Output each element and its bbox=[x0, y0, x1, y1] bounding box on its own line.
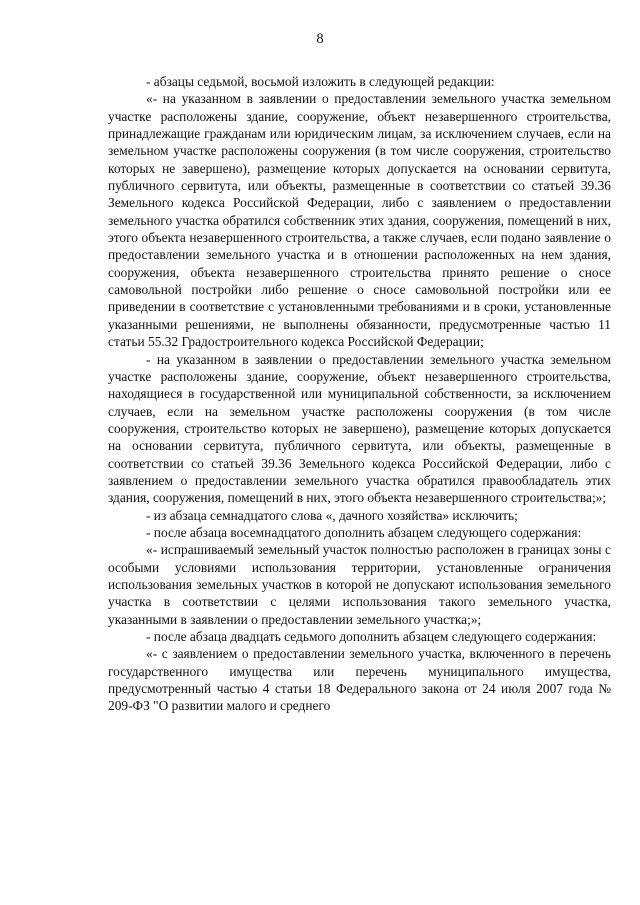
paragraph: - на указанном в заявлении о предоставлении земельного участка земельном участке расположены здание, сооружение, объект незавершенного строительства, находящиеся в государственной или муниципальной собственности, за исключением случаев, если на земельном участке расположены сооружения (в том числе сооружения, строительство которых не завершено), размещение которых допускается на основании сервитута, публичного сервитута, или объекты, размещенные в соответствии со статьей 39.36 Земельного кодекса Российской Федерации, либо с заявлением о предоставлении земельного участка обратился правообладатель этих здания, сооружения, помещений в них, этого объекта незавершенного строительства;»; bbox=[108, 351, 611, 506]
paragraph: «- испрашиваемый земельный участок полностью расположен в границах зоны с особыми условиями использования территории, установленные ограничения использования земельных участков в которой не допускают использования земельного участка в соответствии с целями использования такого земельного участка, указанными в заявлении о предоставлении земельного участка;»; bbox=[108, 542, 611, 627]
paragraph: - после абзаца двадцать седьмого дополнить абзацем следующего содержания: bbox=[146, 629, 597, 644]
paragraph: - абзацы седьмой, восьмой изложить в следующей редакции: bbox=[146, 74, 495, 89]
paragraph: - после абзаца восемнадцатого дополнить абзацем следующего содержания: bbox=[146, 524, 582, 540]
paragraph: «- с заявлением о предоставлении земельного участка, включенного в перечень государственного имущества или перечень муниципального имущества, предусмотренный частью 4 статьи 18 Федерального закона от 24 июля 2007 года № 209-ФЗ "О развитии малого и среднего bbox=[108, 646, 611, 714]
page-number: 8 bbox=[316, 31, 324, 47]
document-body bbox=[108, 73, 611, 715]
paragraph: - из абзаца семнадцатого слова «, дачного хозяйства» исключить; bbox=[146, 507, 518, 523]
paragraph: «- на указанном в заявлении о предоставлении земельного участка земельном участке расположены здание, сооружение, объект незавершенного строительства, принадлежащие гражданам или юридическим лицам, за исключением случаев, если на земельном участке расположены сооружения (в том числе сооружения, строительство которых не завершено), размещение которых допускается на основании сервитута, публичного сервитута, или объекты, размещенные в соответствии со статьей 39.36 Земельного кодекса Российской Федерации, либо с заявлением о предоставлении земельного участка обратился собственник этих здания, сооружения, помещений в них, этого объекта незавершенного строительства, а также случаев, если подано заявление о предоставлении земельного участка и в отношении расположенных на нем здания, сооружения, объекта незавершенного строительства принято решение о сносе самовольной постройки либо решение о сносе самовольной постройки или ее приведении в соответствие с установленными требованиями и в сроки, установленные указанными решениями, не выполнены обязанности, предусмотренные частью 11 статьи 55.32 Градостроительного кодекса Российской Федерации; bbox=[108, 91, 611, 350]
